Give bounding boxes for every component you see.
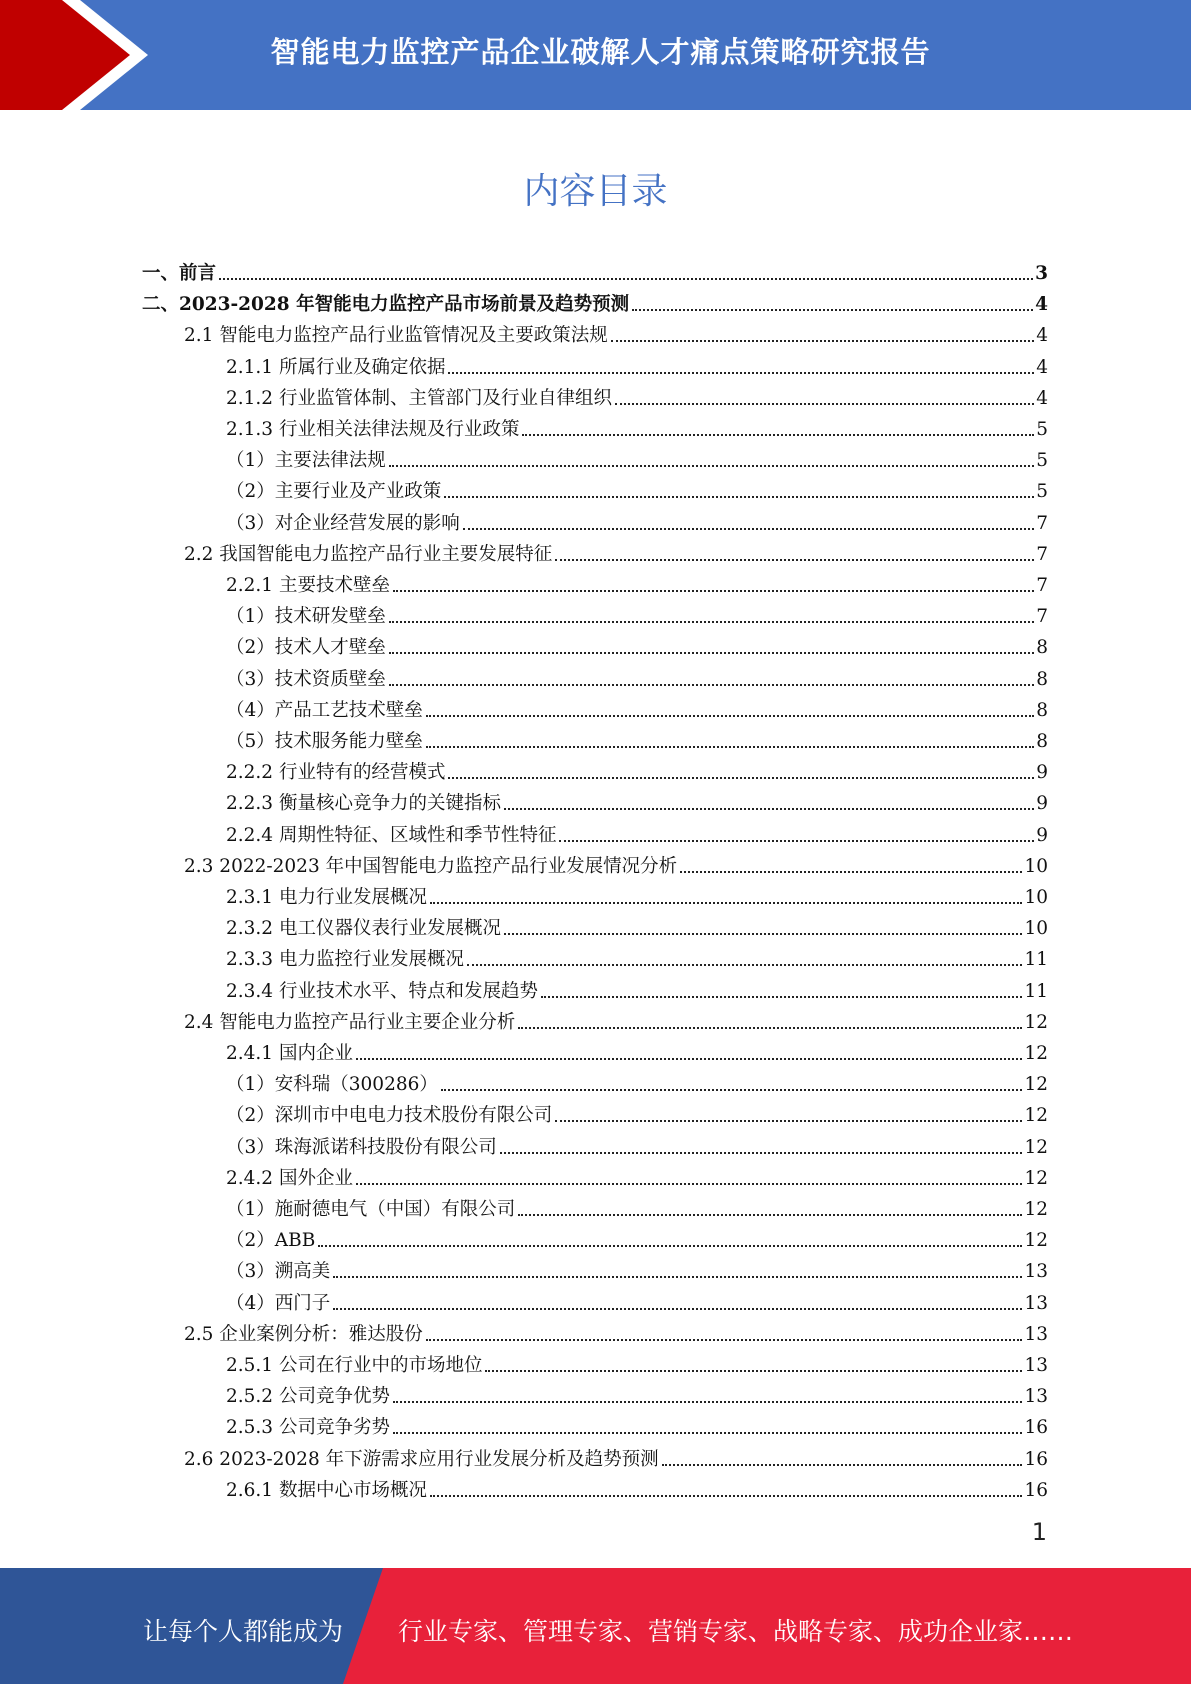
toc-entry-page: 4 xyxy=(1036,325,1048,347)
toc-dot-leader xyxy=(504,933,1022,935)
toc-entry-title: （3）珠海派诺科技股份有限公司 xyxy=(226,1136,497,1158)
toc-entry-title: 2.4.2 国外企业 xyxy=(226,1167,353,1189)
toc-dot-leader xyxy=(389,465,1034,467)
toc-entry[interactable] xyxy=(226,691,1048,722)
toc-dot-leader xyxy=(611,340,1034,342)
toc-entry-page: 12 xyxy=(1024,1199,1048,1220)
toc-dot-leader xyxy=(632,309,1033,311)
toc-entry-page: 4 xyxy=(1036,356,1048,378)
toc-entry[interactable] xyxy=(226,784,1048,815)
toc-entry-title: 2.3.4 行业技术水平、特点和发展趋势 xyxy=(226,980,538,1002)
toc-entry[interactable] xyxy=(142,254,1048,285)
toc-entry-title: （2）ABB xyxy=(226,1230,316,1252)
toc-entry-title: （3）技术资质壁垒 xyxy=(226,668,386,690)
toc-entry[interactable] xyxy=(226,1346,1048,1377)
toc-entry-page: 7 xyxy=(1036,543,1048,565)
toc-dot-leader xyxy=(426,746,1034,748)
toc-entry-title: 2.5 企业案例分析：雅达股份 xyxy=(184,1323,423,1345)
toc-entry-title: 2.3.3 电力监控行业发展概况 xyxy=(226,949,464,971)
toc-entry[interactable] xyxy=(226,1471,1048,1502)
toc-entry-page: 10 xyxy=(1024,918,1048,940)
toc-dot-leader xyxy=(444,496,1034,498)
toc-entry[interactable] xyxy=(226,566,1048,597)
toc-dot-leader xyxy=(426,715,1034,717)
page-footer xyxy=(0,1568,1191,1684)
toc-entry[interactable] xyxy=(226,909,1048,940)
toc-entry[interactable] xyxy=(184,535,1048,566)
toc-entry[interactable] xyxy=(226,1065,1048,1096)
toc-dot-leader xyxy=(448,777,1034,779)
toc-entry-title: （1）技术研发壁垒 xyxy=(226,606,386,628)
toc-entry-title: 2.5.3 公司竞争劣势 xyxy=(226,1417,390,1439)
toc-entry-page: 16 xyxy=(1024,1479,1048,1501)
toc-entry-page: 13 xyxy=(1024,1323,1048,1345)
toc-entry[interactable] xyxy=(226,1408,1048,1439)
toc-entry[interactable] xyxy=(226,940,1048,971)
toc-entry[interactable] xyxy=(226,379,1048,410)
toc-entry-title: （3）对企业经营发展的影响 xyxy=(226,512,460,534)
toc-entry[interactable] xyxy=(226,660,1048,691)
toc-dot-leader xyxy=(333,1308,1022,1310)
toc-dot-leader xyxy=(393,1432,1022,1434)
toc-entry-page: 10 xyxy=(1024,855,1048,877)
toc-entry-page: 12 xyxy=(1024,1230,1048,1252)
toc-entry-title: 2.2 我国智能电力监控产品行业主要发展特征 xyxy=(184,543,553,565)
toc-entry[interactable] xyxy=(226,1159,1048,1190)
toc-entry[interactable] xyxy=(226,410,1048,441)
toc-entry-title: （2）深圳市中电电力技术股份有限公司 xyxy=(226,1105,553,1127)
toc-dot-leader xyxy=(219,278,1033,280)
toc-entry-page: 7 xyxy=(1036,606,1048,628)
toc-entry-page: 5 xyxy=(1036,450,1048,472)
toc-entry-title: （5）技术服务能力壁垒 xyxy=(226,731,423,752)
toc-entry-title: （2）技术人才壁垒 xyxy=(226,637,386,659)
page-number: 1 xyxy=(1031,1518,1047,1546)
toc-entry-page: 5 xyxy=(1036,481,1048,503)
toc-entry[interactable] xyxy=(184,316,1048,347)
toc-entry-title: （4）西门子 xyxy=(226,1292,331,1314)
toc-dot-leader xyxy=(356,1183,1023,1185)
toc-dot-leader xyxy=(430,902,1022,904)
toc-entry[interactable] xyxy=(226,972,1048,1003)
toc-entry-page: 16 xyxy=(1024,1417,1048,1439)
toc-entry[interactable] xyxy=(226,1377,1048,1408)
toc-entry-page: 13 xyxy=(1024,1261,1048,1283)
toc-entry-title: （3）溯高美 xyxy=(226,1261,331,1283)
toc-entry-title: 2.4 智能电力监控产品行业主要企业分析 xyxy=(184,1011,516,1033)
toc-entry-title: 2.6.1 数据中心市场概况 xyxy=(226,1479,427,1501)
toc-dot-leader xyxy=(485,1370,1022,1372)
toc-dot-leader xyxy=(389,621,1034,623)
toc-entry[interactable] xyxy=(184,847,1048,878)
toc-dot-leader xyxy=(463,528,1034,530)
toc-entry-page: 13 xyxy=(1024,1292,1048,1314)
toc-entry-page: 9 xyxy=(1036,824,1048,846)
toc-dot-leader xyxy=(555,559,1034,561)
toc-entry-title: （2）主要行业及产业政策 xyxy=(226,481,442,503)
toc-entry[interactable] xyxy=(226,1096,1048,1127)
toc-entry[interactable] xyxy=(184,1315,1048,1346)
toc-dot-leader xyxy=(555,1120,1022,1122)
toc-entry-page: 5 xyxy=(1036,419,1048,440)
toc-entry-title: （1）主要法律法规 xyxy=(226,450,386,472)
toc-dot-leader xyxy=(541,996,1022,998)
toc-entry[interactable] xyxy=(226,1128,1048,1159)
toc-entry-page: 11 xyxy=(1024,949,1048,971)
toc-dot-leader xyxy=(356,1058,1023,1060)
report-title: 智能电力监控产品企业破解人才痛点策略研究报告 xyxy=(270,34,931,69)
toc-entry-page: 12 xyxy=(1024,1136,1048,1158)
toc-entry-page: 12 xyxy=(1024,1043,1048,1064)
toc-dot-leader xyxy=(680,871,1022,873)
toc-entry-page: 7 xyxy=(1036,512,1048,534)
toc-entry-title: 2.3.2 电工仪器仪表行业发展概况 xyxy=(226,918,501,940)
toc-entry[interactable] xyxy=(226,1034,1048,1065)
toc-entry-page: 10 xyxy=(1024,887,1048,908)
toc-entry-title: 2.1.1 所属行业及确定依据 xyxy=(226,356,446,378)
toc-dot-leader xyxy=(467,964,1022,966)
toc-entry[interactable] xyxy=(226,816,1048,847)
toc-entry-page: 3 xyxy=(1035,263,1048,284)
toc-entry-page: 9 xyxy=(1036,762,1048,784)
toc-dot-leader xyxy=(518,1027,1022,1029)
toc-dot-leader xyxy=(389,652,1034,654)
toc-entry-page: 8 xyxy=(1036,637,1048,659)
toc-entry-page: 9 xyxy=(1036,793,1048,815)
toc-dot-leader xyxy=(559,840,1034,842)
toc-entry-title: 2.3 2022-2023 年中国智能电力监控产品行业发展情况分析 xyxy=(184,855,678,877)
toc-entry-page: 11 xyxy=(1024,980,1048,1002)
toc-entry-page: 13 xyxy=(1024,1355,1048,1376)
toc-entry-title: 二、2023-2028 年智能电力监控产品市场前景及趋势预测 xyxy=(142,294,630,316)
toc-dot-leader xyxy=(426,1339,1023,1341)
toc-entry[interactable] xyxy=(184,1440,1048,1471)
toc-dot-leader xyxy=(448,372,1034,374)
toc-entry-title: 2.1.3 行业相关法律法规及行业政策 xyxy=(226,419,520,440)
footer-slogan-right: 行业专家、管理专家、营销专家、战略专家、成功企业家…… xyxy=(398,1617,1074,1646)
toc-entry[interactable] xyxy=(226,1284,1048,1315)
toc-dot-leader xyxy=(393,1401,1022,1403)
toc-entry[interactable] xyxy=(226,1221,1048,1252)
toc-dot-leader xyxy=(662,1464,1023,1466)
toc-entry-page: 8 xyxy=(1036,699,1048,721)
toc-entry[interactable] xyxy=(226,504,1048,535)
toc-entry-page: 8 xyxy=(1036,731,1048,752)
toc-entry[interactable] xyxy=(226,753,1048,784)
toc-entry-page: 4 xyxy=(1036,387,1048,409)
toc-entry-title: 2.3.1 电力行业发展概况 xyxy=(226,887,427,908)
toc-dot-leader xyxy=(318,1245,1022,1247)
toc-entry[interactable] xyxy=(226,628,1048,659)
toc-entry-title: 2.5.1 公司在行业中的市场地位 xyxy=(226,1355,483,1376)
toc-entry-page: 12 xyxy=(1024,1011,1048,1033)
toc-dot-leader xyxy=(441,1089,1023,1091)
toc-dot-leader xyxy=(518,1214,1022,1216)
toc-entry-title: 2.2.2 行业特有的经营模式 xyxy=(226,762,446,784)
toc-entry-title: 2.5.2 公司竞争优势 xyxy=(226,1386,390,1408)
toc-entry[interactable] xyxy=(226,1252,1048,1283)
toc-entry-title: 2.1 智能电力监控产品行业监管情况及主要政策法规 xyxy=(184,325,608,347)
toc-entry[interactable] xyxy=(226,878,1048,909)
toc-dot-leader xyxy=(430,1495,1022,1497)
toc-entry-page: 16 xyxy=(1024,1448,1048,1470)
toc-entry-title: 一、前言 xyxy=(142,263,217,284)
toc-entry-page: 12 xyxy=(1024,1167,1048,1189)
toc-dot-leader xyxy=(615,403,1034,405)
toc-entry-page: 13 xyxy=(1024,1386,1048,1408)
toc-entry[interactable] xyxy=(142,285,1048,316)
toc-entry-title: 2.2.4 周期性特征、区域性和季节性特征 xyxy=(226,824,557,846)
toc-dot-leader xyxy=(522,434,1034,436)
toc-entry-title: 2.4.1 国内企业 xyxy=(226,1043,353,1064)
toc-entry-title: 2.1.2 行业监管体制、主管部门及行业自律组织 xyxy=(226,387,612,409)
toc-entry[interactable] xyxy=(184,1003,1048,1034)
toc-entry[interactable] xyxy=(226,441,1048,472)
footer-slogan-left: 让每个人都能成为 xyxy=(143,1617,344,1646)
toc-entry-title: 2.2.3 衡量核心竞争力的关键指标 xyxy=(226,793,501,815)
toc-dot-leader xyxy=(504,808,1034,810)
toc-entry[interactable] xyxy=(226,1190,1048,1221)
toc-entry-title: 2.6 2023-2028 年下游需求应用行业发展分析及趋势预测 xyxy=(184,1448,659,1470)
toc-entry[interactable] xyxy=(226,597,1048,628)
toc-entry[interactable] xyxy=(226,348,1048,379)
toc-entry-page: 12 xyxy=(1024,1105,1048,1127)
toc-entry[interactable] xyxy=(226,472,1048,503)
page-header xyxy=(0,0,1191,110)
toc-dot-leader xyxy=(333,1276,1022,1278)
toc-entry-title: （1）施耐德电气（中国）有限公司 xyxy=(226,1199,516,1220)
toc-entry-title: （4）产品工艺技术壁垒 xyxy=(226,699,423,721)
toc-dot-leader xyxy=(389,684,1034,686)
toc-entry-title: 2.2.1 主要技术壁垒 xyxy=(226,575,390,596)
toc-entry[interactable] xyxy=(226,722,1048,753)
toc-entry-page: 4 xyxy=(1035,294,1048,316)
toc-dot-leader xyxy=(393,590,1034,592)
toc-entry-page: 7 xyxy=(1036,575,1048,596)
toc-entry-page: 12 xyxy=(1024,1074,1048,1096)
toc-dot-leader xyxy=(500,1152,1023,1154)
toc-entry-title: （1）安科瑞（300286） xyxy=(226,1074,438,1096)
toc-entry-page: 8 xyxy=(1036,668,1048,690)
toc-heading: 内容目录 xyxy=(523,171,668,212)
